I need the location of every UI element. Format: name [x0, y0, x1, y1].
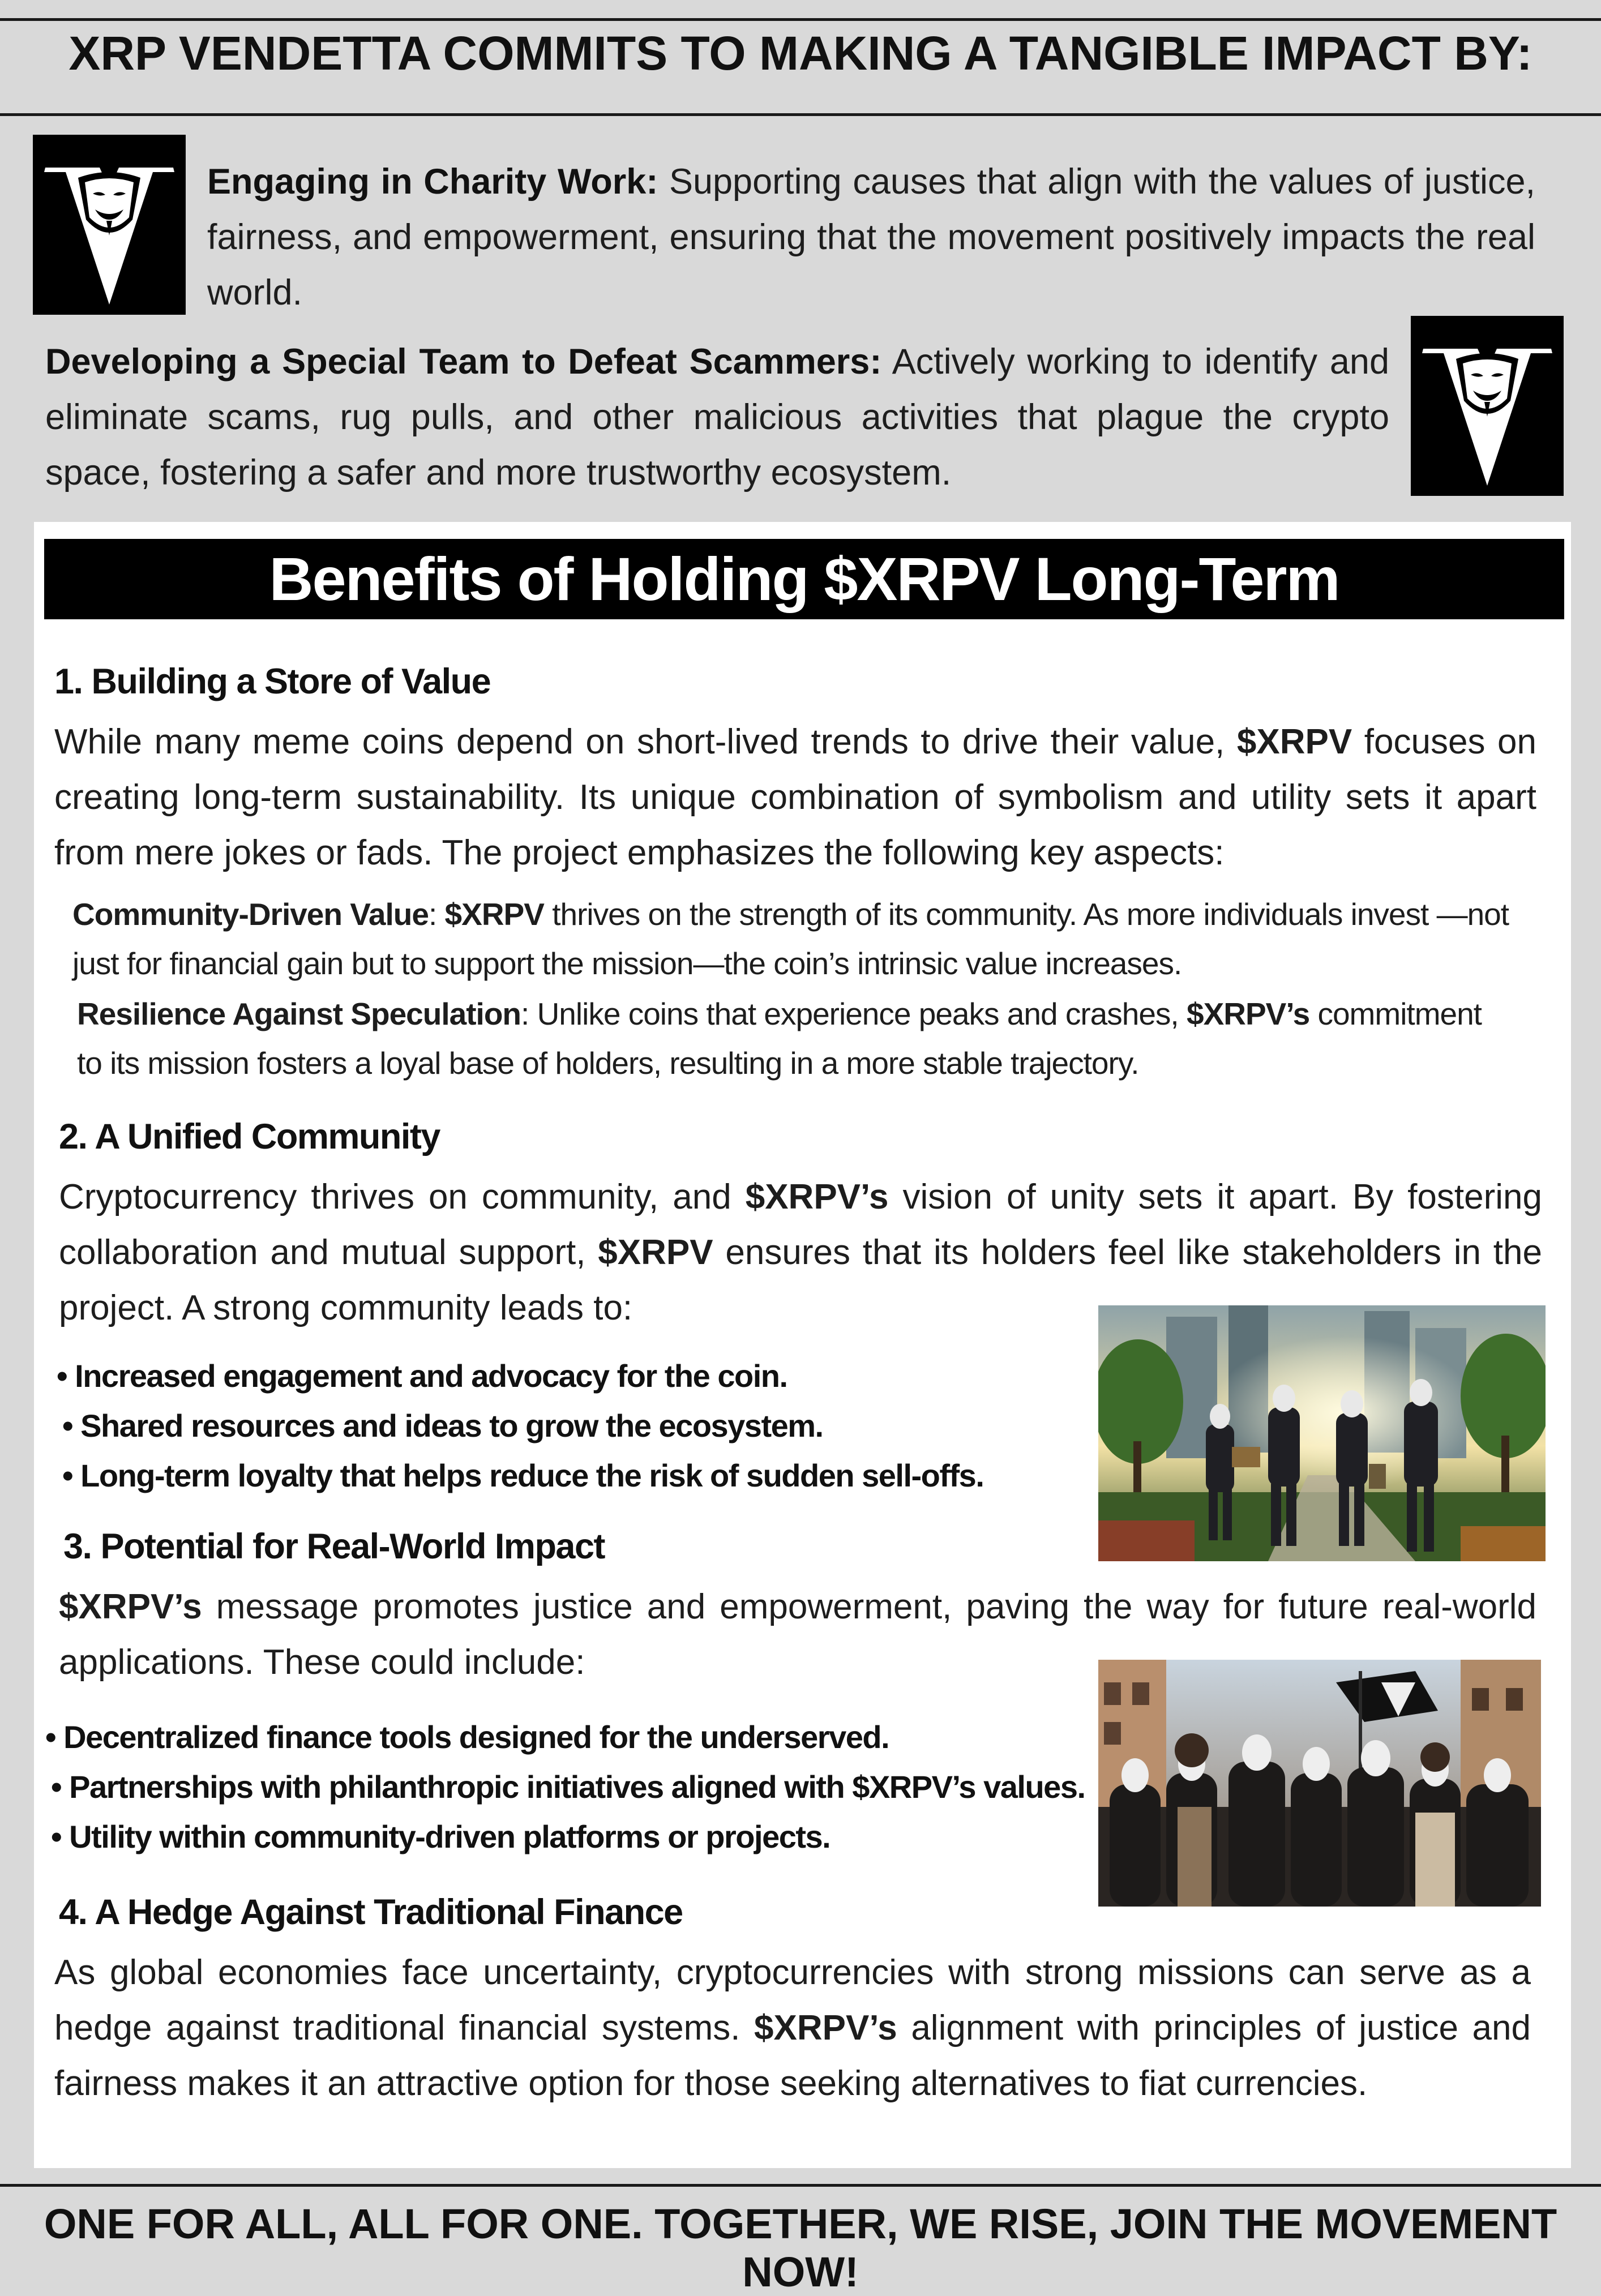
benefits-banner: Benefits of Holding $XRPV Long-Term — [44, 539, 1564, 619]
list-item: • Partnerships with philanthropic initiatives aligned with $XRPV’s values. — [51, 1769, 1085, 1805]
footer-slogan: ONE FOR ALL, ALL FOR ONE. TOGETHER, WE RISE, JOIN THE MOVEMENT NOW! — [44, 2200, 1557, 2295]
bullet-lead: Resilience Against Speculation — [77, 996, 521, 1031]
footer-rule — [0, 2184, 1601, 2187]
masked-crowd-photo — [1098, 1660, 1541, 1907]
top-rule — [0, 18, 1601, 21]
token-ticker: $XRPV’s — [745, 1177, 889, 1216]
list-item: • Shared resources and ideas to grow the ecosystem. — [62, 1408, 823, 1443]
token-ticker: $XRPV — [598, 1233, 713, 1272]
section-text: ensures that its holders feel like stakeholders in the project. A strong community leads to: — [59, 1233, 1542, 1327]
community-park-photo — [1098, 1305, 1546, 1561]
list-item: • Utility within community-driven platforms or projects. — [51, 1819, 831, 1854]
section-body-hedge — [54, 1945, 1531, 2111]
section-heading-store-of-value: 1. Building a Store of Value — [54, 662, 491, 701]
bullet-text: commitment to its mission fosters a loyal base of holders, resulting in a more stable trajectory. — [77, 996, 1482, 1081]
commitment-scam-team-text: Actively working to identify and eliminate scams, rug pulls, and other malicious activities that plague the crypto space, fostering a safer and more trustworthy ecosystem. — [45, 342, 1389, 492]
title-rule — [0, 113, 1601, 116]
list-item: • Decentralized finance tools designed for the underserved. — [45, 1719, 889, 1755]
section-heading-unified-community: 2. A Unified Community — [59, 1117, 440, 1156]
bullet-community-driven-value — [72, 890, 1510, 988]
section-text: focuses on creating long-term sustainability. Its unique combination of symbolism and utility sets it apart from mere jokes or fads. The project emphasizes the following key aspects: — [54, 722, 1536, 872]
section-body-store-of-value — [54, 714, 1536, 881]
vendetta-logo-icon — [1411, 316, 1564, 496]
commitment-scam-team-lead: Developing a Special Team to Defeat Scammers: — [45, 342, 882, 382]
section-text: message promotes justice and empowerment, paving the way for future real-world applications. These could include: — [59, 1587, 1536, 1682]
commitment-charity — [207, 154, 1535, 320]
bullet-lead: Community-Driven Value — [72, 897, 429, 932]
commitment-scam-team — [45, 334, 1389, 500]
token-ticker: $XRPV — [444, 897, 544, 932]
section-text: alignment with principles of justice and fairness makes it an attractive option for those seeking alternatives to fiat currencies. — [54, 2008, 1531, 2103]
section-text: vision of unity sets it apart. By fostering collaboration and mutual support, — [59, 1177, 1543, 1272]
section-text: While many meme coins depend on short-lived trends to drive their value, — [54, 722, 1237, 761]
section-text: Cryptocurrency thrives on community, and — [59, 1177, 746, 1216]
section-heading-hedge: 4. A Hedge Against Traditional Finance — [59, 1892, 683, 1932]
list-item: • Increased engagement and advocacy for the coin. — [57, 1358, 787, 1394]
token-ticker: $XRPV — [1236, 722, 1352, 761]
bullet-text: thrives on the strength of its community. As more individuals invest —not just for financial gain but to support the mission—the coin’s intrinsic value increases. — [72, 897, 1509, 981]
bullet-sep: : — [428, 897, 445, 932]
bullet-resilience — [77, 989, 1510, 1088]
commitment-charity-text: Supporting causes that align with the values of justice, fairness, and empowerment, ensuring that the movement positively impacts the real world. — [207, 162, 1535, 312]
section-heading-real-world-impact: 3. Potential for Real-World Impact — [63, 1527, 605, 1566]
vendetta-logo-icon — [33, 135, 186, 315]
list-item: • Long-term loyalty that helps reduce the risk of sudden sell-offs. — [62, 1458, 984, 1493]
page-title: XRP VENDETTA COMMITS TO MAKING A TANGIBLE IMPACT BY: — [69, 27, 1532, 80]
token-ticker: $XRPV’s — [754, 2008, 897, 2047]
token-ticker: $XRPV’s — [1186, 996, 1310, 1031]
token-ticker: $XRPV’s — [59, 1587, 202, 1626]
section-text: As global economies face uncertainty, cryptocurrencies with strong missions can serve as a hedge against traditional financial systems. — [54, 1953, 1531, 2047]
commitment-charity-lead: Engaging in Charity Work: — [207, 162, 658, 202]
bullet-sep: : Unlike coins that experience peaks and crashes, — [521, 996, 1187, 1031]
